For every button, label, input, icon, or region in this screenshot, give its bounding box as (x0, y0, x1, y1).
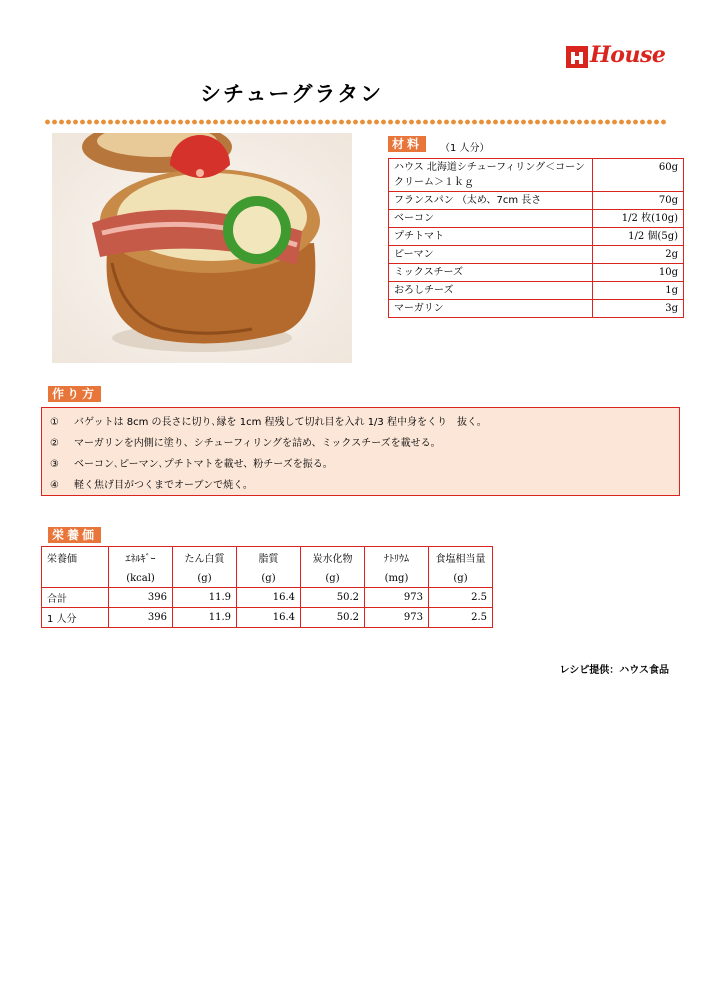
ingredient-row (389, 210, 684, 228)
nutrition-value: 973 (365, 608, 429, 628)
ingredient-row (389, 228, 684, 246)
recipe-title: シチューグラタン (200, 82, 384, 106)
recipe-credit: レシピ提供：ハウス食品 (559, 665, 669, 676)
method-step (50, 455, 333, 470)
nutrition-table (41, 546, 493, 628)
ingredient-name: プチトマト (389, 228, 593, 246)
ingredient-name: ピーマン (389, 246, 593, 264)
nutrition-header: 栄養価 (42, 547, 109, 588)
step-text: バゲットは 8cm の長さに切り､縁を 1cm 程残して切れ目を入れ 1/3 程中身をくり 抜く。 (74, 417, 487, 428)
nutrition-header-row (42, 547, 493, 588)
nutrition-value: 16.4 (237, 588, 301, 608)
ingredient-row (389, 300, 684, 318)
ingredient-name: ベーコン (389, 210, 593, 228)
step-number: ② (50, 438, 59, 449)
ingredient-row (389, 246, 684, 264)
nutrition-header: 炭水化物 (g) (301, 547, 365, 588)
step-number: ④ (50, 480, 59, 491)
nutrition-value: 396 (109, 608, 173, 628)
method-label: 作り方 (48, 386, 101, 402)
nutrition-value: 50.2 (301, 608, 365, 628)
ingredients-label: 材料 (388, 136, 426, 152)
step-number: ③ (50, 459, 59, 470)
house-logo-mark (566, 46, 588, 68)
method-step (50, 434, 441, 449)
nutrition-header: ｴﾈﾙｷﾞｰ (kcal) (109, 547, 173, 588)
nutrition-value: 11.9 (173, 608, 237, 628)
dotted-divider (44, 118, 668, 126)
ingredient-amount: 10g (593, 264, 684, 282)
nutrition-value: 2.5 (429, 608, 493, 628)
ingredient-name: ミックスチーズ (389, 264, 593, 282)
nutrition-value: 50.2 (301, 588, 365, 608)
house-logo (566, 44, 666, 74)
step-text: ベーコン､ピーマン､プチトマトを載せ、粉チーズを振る。 (74, 459, 333, 470)
step-text: 軽く焦げ目がつくまでオーブンで焼く。 (74, 480, 253, 491)
ingredient-row (389, 159, 684, 192)
method-step (50, 476, 253, 491)
ingredient-amount: 3g (593, 300, 684, 318)
house-logo-text: House (590, 42, 666, 68)
nutrition-label: 栄養価 (48, 527, 101, 543)
nutrition-value: 2.5 (429, 588, 493, 608)
nutrition-header: ﾅﾄﾘｳﾑ (mg) (365, 547, 429, 588)
nutrition-header: 脂質 (g) (237, 547, 301, 588)
servings-note: （1 人分） (440, 143, 490, 154)
method-steps (41, 407, 680, 496)
nutrition-value: 16.4 (237, 608, 301, 628)
nutrition-header: たん白質 (g) (173, 547, 237, 588)
nutrition-row-label: 1 人分 (42, 608, 109, 628)
step-text: マーガリンを内側に塗り、シチューフィリングを詰め、ミックスチーズを載せる。 (74, 438, 441, 449)
nutrition-row (42, 588, 493, 608)
ingredient-name: マーガリン (389, 300, 593, 318)
ingredient-amount: 1g (593, 282, 684, 300)
ingredient-amount: 60g (593, 159, 684, 192)
nutrition-value: 11.9 (173, 588, 237, 608)
ingredient-amount: 1/2 個(5g) (593, 228, 684, 246)
ingredient-row (389, 192, 684, 210)
ingredient-amount: 70g (593, 192, 684, 210)
ingredient-amount: 2g (593, 246, 684, 264)
nutrition-row-label: 合計 (42, 588, 109, 608)
ingredient-amount: 1/2 枚(10g) (593, 210, 684, 228)
ingredient-row (389, 282, 684, 300)
method-step (50, 413, 487, 428)
nutrition-row (42, 608, 493, 628)
dish-photo (52, 133, 352, 363)
nutrition-value: 396 (109, 588, 173, 608)
ingredient-name: フランスパン （太め、7cm 長さ (389, 192, 593, 210)
nutrition-header: 食塩相当量 (g) (429, 547, 493, 588)
nutrition-value: 973 (365, 588, 429, 608)
ingredient-row (389, 264, 684, 282)
step-number: ① (50, 417, 59, 428)
ingredients-table (388, 158, 684, 318)
ingredient-name: おろしチーズ (389, 282, 593, 300)
ingredient-name: ハウス 北海道シチューフィリング＜コーンクリーム＞１ｋｇ (389, 159, 593, 192)
